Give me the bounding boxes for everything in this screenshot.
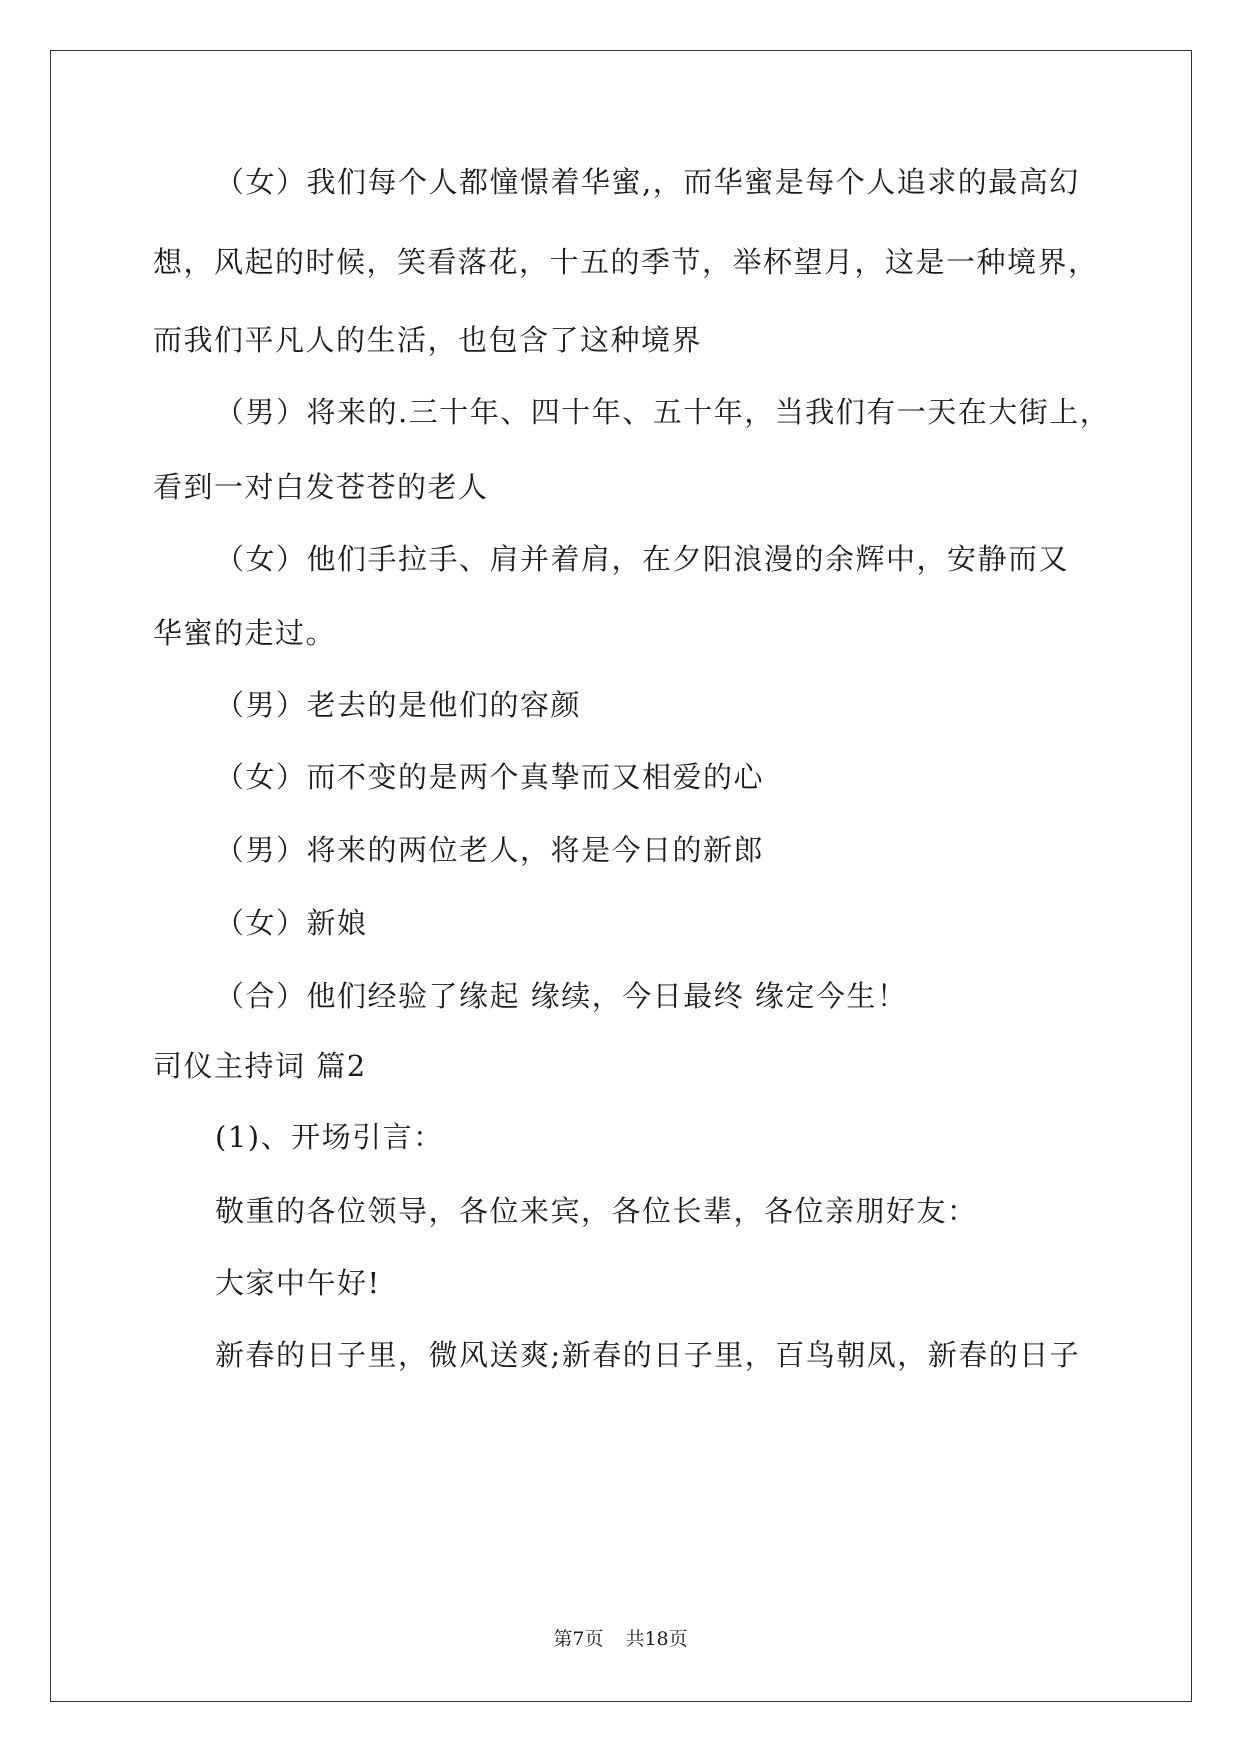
paragraph-line: (1)、开场引言：	[215, 1120, 444, 1154]
paragraph-line: （男）将来的.三十年、四十年、五十年，当我们有一天在大街上，	[215, 395, 1111, 429]
paragraph-line: 敬重的各位领导，各位来宾，各位长辈，各位亲朋好友：	[215, 1194, 978, 1228]
paragraph-line: 看到一对白发苍苍的老人	[153, 470, 489, 504]
paragraph-line: （女）而不变的是两个真挚而又相爱的心	[215, 760, 765, 794]
paragraph-line: 华蜜的走过。	[153, 616, 337, 650]
paragraph-line: （合）他们经验了缘起 缘续，今日最终 缘定今生！	[215, 979, 908, 1013]
page-number-total: 共18页	[625, 1628, 688, 1650]
page-number-current: 第7页	[553, 1628, 604, 1650]
paragraph-line: （男）老去的是他们的容颜	[215, 688, 582, 722]
page-border	[50, 50, 1192, 1702]
paragraph-line: 新春的日子里，微风送爽;新春的日子里，百鸟朝凤，新春的日子	[215, 1338, 1081, 1372]
paragraph-line: 想，风起的时候，笑看落花，十五的季节，举杯望月，这是一种境界，	[153, 245, 1099, 279]
paragraph-line: 而我们平凡人的生活，也包含了这种境界	[153, 323, 703, 357]
paragraph-line: （女）我们每个人都憧憬着华蜜,，而华蜜是每个人追求的最高幻	[215, 165, 1080, 199]
paragraph-line: 大家中午好!	[215, 1266, 381, 1300]
section-heading: 司仪主持词 篇2	[153, 1049, 367, 1083]
paragraph-line: （女）新娘	[215, 906, 368, 940]
paragraph-line: （女）他们手拉手、肩并着肩，在夕阳浪漫的余辉中，安静而又	[215, 542, 1070, 576]
page-footer	[0, 1624, 1241, 1651]
paragraph-line: （男）将来的两位老人，将是今日的新郎	[215, 833, 765, 867]
